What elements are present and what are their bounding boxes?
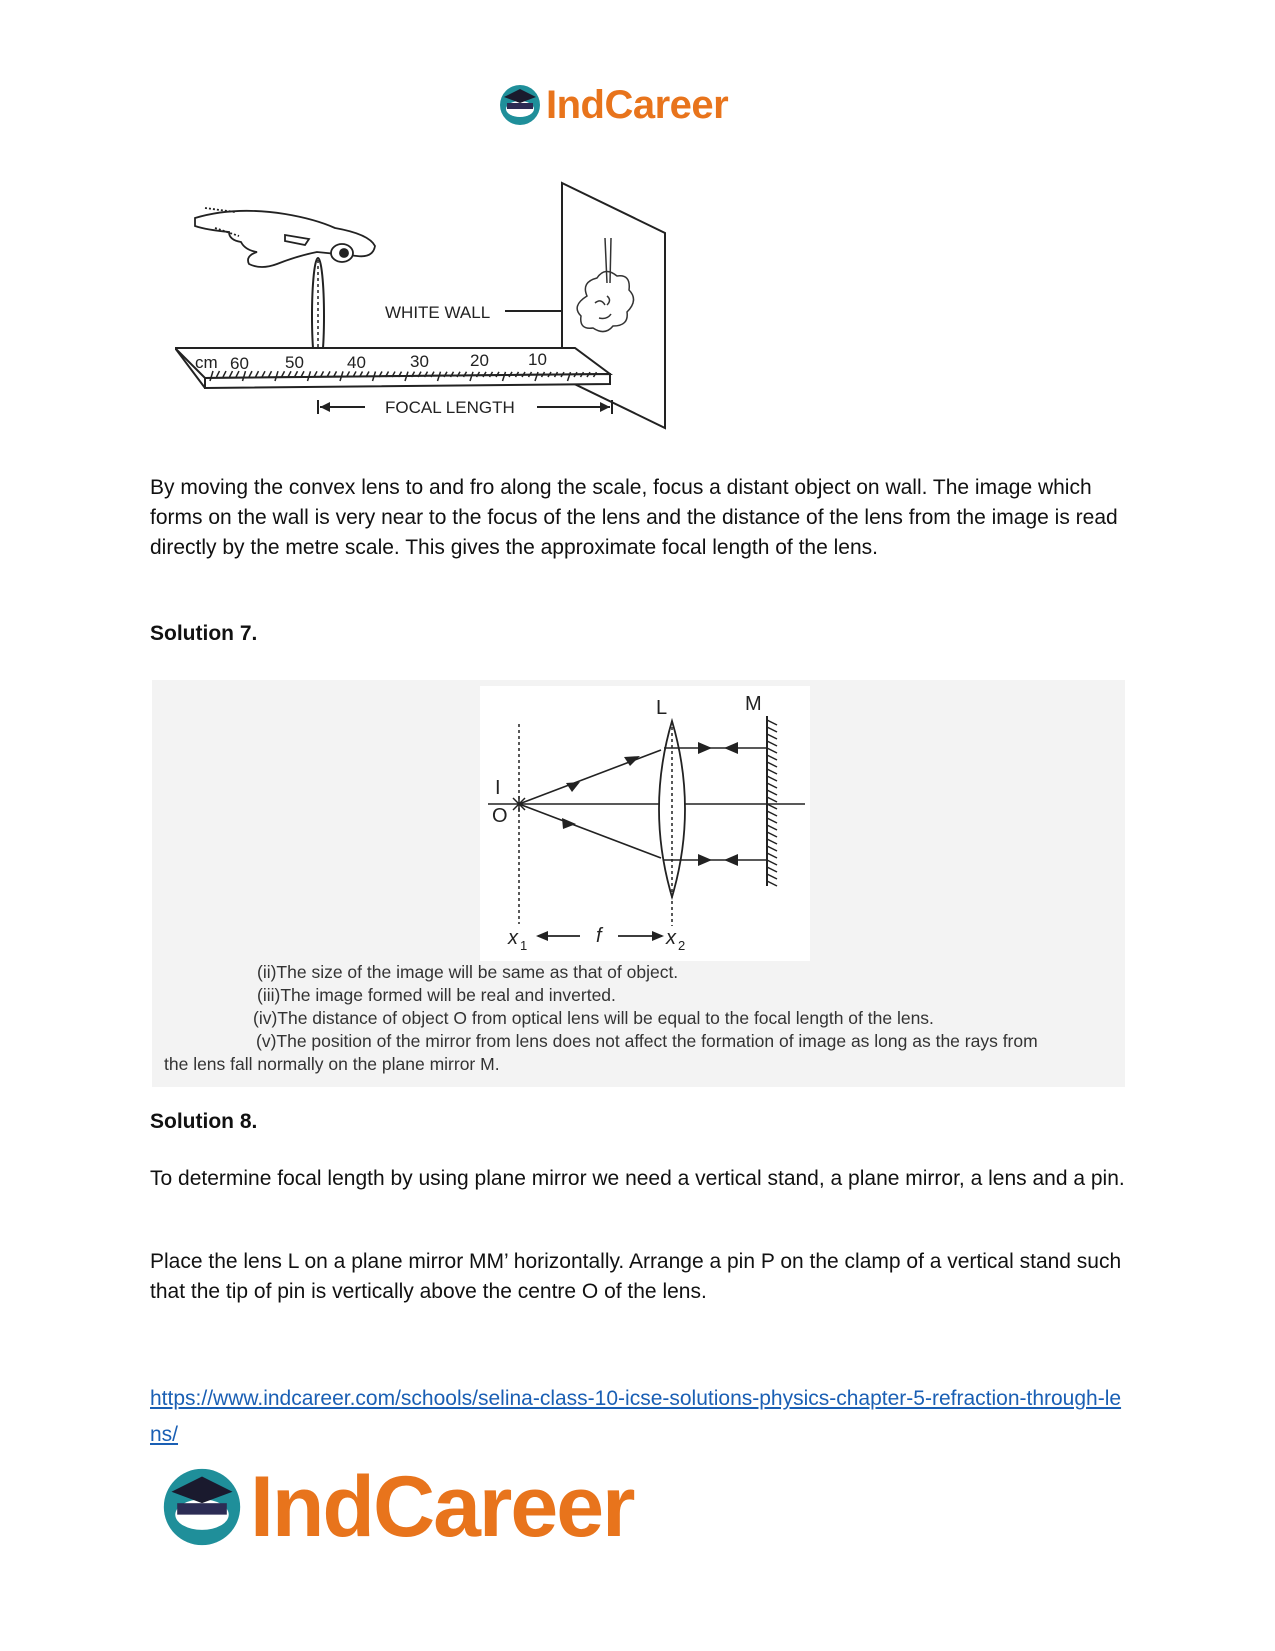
graduation-globe-icon <box>160 1465 244 1549</box>
x1-subscript: 1 <box>520 938 528 953</box>
mirror-hatch-line <box>767 811 777 816</box>
solution7-point: (ii)The size of the image will be same as that of object. <box>257 962 679 982</box>
mirror-hatch-line <box>767 734 777 739</box>
mirror-hatch-line <box>767 853 777 858</box>
image-label: I <box>495 777 501 799</box>
solution7-point: (iii)The image formed will be real and inverted. <box>257 985 616 1005</box>
solution8-paragraph: Place the lens L on a plane mirror MM’ horizontally. Arrange a pin P on the clamp of a vertical stand such that the tip of pin is vertically above the centre O of the lens. <box>150 1250 1122 1303</box>
lens-label: L <box>656 697 668 719</box>
solution8-paragraph: To determine focal length by using plane mirror we need a vertical stand, a plane mirror, a lens and a pin. <box>150 1167 1125 1190</box>
mirror-label: M <box>745 693 762 715</box>
mirror-hatch-line <box>767 818 777 823</box>
x1-label: x <box>508 927 518 949</box>
hand <box>195 208 375 267</box>
mirror-hatch-line <box>767 727 777 732</box>
mirror-hatch-line <box>767 839 777 844</box>
solution8-heading: Solution 8. <box>150 1110 258 1133</box>
mirror-hatch-line <box>767 881 777 886</box>
x2-label: x <box>666 927 676 949</box>
object-label: O <box>492 805 508 827</box>
scale-label-20: 20 <box>470 351 489 370</box>
solution7-point: the lens fall normally on the plane mirror M. <box>164 1054 500 1074</box>
scale-unit-label: cm <box>195 353 218 372</box>
mirror-hatch-line <box>767 769 777 774</box>
mirror-hatch-line <box>767 797 777 802</box>
scale-label-30: 30 <box>410 352 429 371</box>
x2-subscript: 2 <box>678 938 686 953</box>
header-logo <box>498 80 728 130</box>
mirror-hatch-line <box>767 790 777 795</box>
mirror-hatch-line <box>767 720 777 725</box>
scale-label-40: 40 <box>347 353 366 372</box>
graduation-globe-icon <box>498 83 542 127</box>
lens-wall-figure <box>175 178 675 443</box>
wall-label: WHITE WALL <box>385 303 491 322</box>
mirror-hatch-line <box>767 825 777 830</box>
source-link[interactable]: https://www.indcareer.com/schools/selina-class-10-icse-solutions-physics-chapter-5-refraction-through-lens/ <box>150 1387 1122 1446</box>
logo-text: IndCareer <box>250 1458 634 1555</box>
mirror-hatch-line <box>767 846 777 851</box>
solution7-point: (iv)The distance of object O from optical lens will be equal to the focal length of the lens. <box>253 1008 934 1028</box>
intro-paragraph: By moving the convex lens to and fro along the scale, focus a distant object on wall. The image which forms on the wall is very near to the focus of the lens and the distance of the lens from the image is read directly by the metre scale. This gives the approximate focal length of the lens. <box>150 476 1118 559</box>
solution7-figure-box <box>480 686 810 961</box>
f-label: f <box>596 925 602 947</box>
mirror-hatch-line <box>767 762 777 767</box>
mirror-hatch-line <box>767 874 777 879</box>
focal-length-label: FOCAL LENGTH <box>385 398 515 417</box>
mirror-hatch-line <box>767 867 777 872</box>
scale-label-60: 60 <box>230 354 249 373</box>
mirror-hatch-line <box>767 776 777 781</box>
footer-logo <box>160 1458 634 1555</box>
solution7-point: (v)The position of the mirror from lens does not affect the formation of image as long as the rays from <box>256 1031 1038 1051</box>
mirror-hatch-line <box>767 783 777 788</box>
logo-text: IndCareer <box>546 82 729 127</box>
scale-label-50: 50 <box>285 353 304 372</box>
scale-label-10: 10 <box>528 350 547 369</box>
mirror-hatch-line <box>767 755 777 760</box>
plane-mirror-lens-figure <box>480 686 810 961</box>
mirror-hatch-line <box>767 748 777 753</box>
mirror-hatch-line <box>767 832 777 837</box>
mirror-hatch-line <box>767 860 777 865</box>
mirror-hatch-line <box>767 741 777 746</box>
solution7-heading: Solution 7. <box>150 622 258 645</box>
